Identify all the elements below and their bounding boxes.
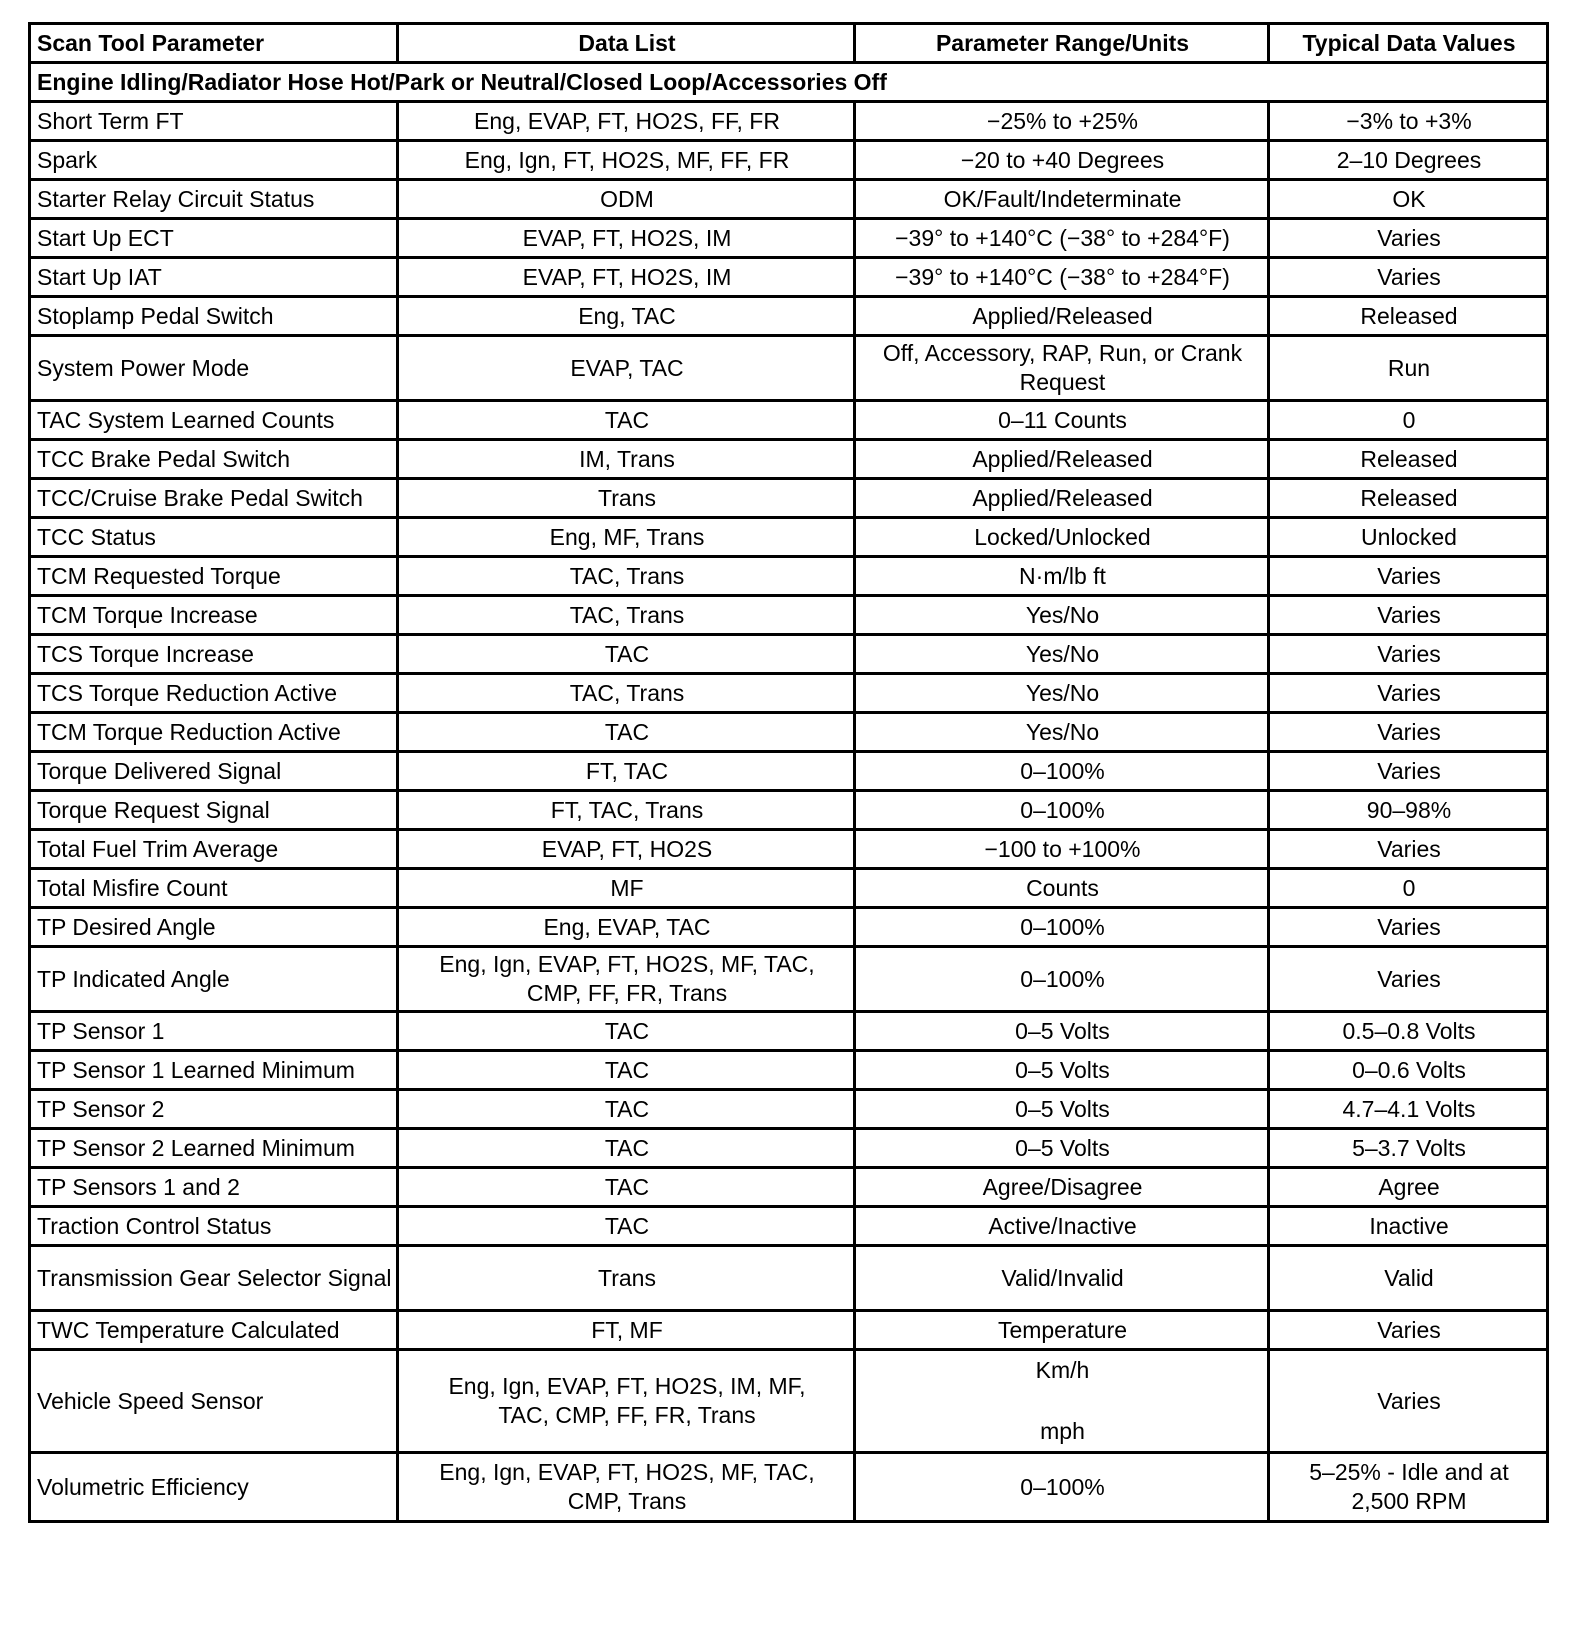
data-list-cell: EVAP, FT, HO2S, IM [398, 258, 855, 297]
data-list-cell: TAC [398, 1012, 855, 1051]
typical-cell: OK [1269, 180, 1548, 219]
table-row [30, 336, 1548, 401]
data-list-cell: FT, MF [398, 1311, 855, 1350]
typical-cell: 0 [1269, 401, 1548, 440]
parameter-cell: Stoplamp Pedal Switch [30, 297, 398, 336]
parameter-cell: Torque Request Signal [30, 791, 398, 830]
parameter-cell: TCM Torque Increase [30, 596, 398, 635]
typical-cell: Agree [1269, 1168, 1548, 1207]
table-row [30, 1051, 1548, 1090]
data-list-cell: EVAP, TAC [398, 336, 855, 401]
table-row [30, 596, 1548, 635]
range-cell: 0–5 Volts [855, 1012, 1269, 1051]
table-row [30, 1453, 1548, 1522]
data-list-cell: TAC, Trans [398, 596, 855, 635]
typical-cell: Varies [1269, 947, 1548, 1012]
typical-cell [1269, 1453, 1548, 1522]
range-cell: Yes/No [855, 635, 1269, 674]
typical-cell: −3% to +3% [1269, 102, 1548, 141]
typical-cell: 0.5–0.8 Volts [1269, 1012, 1548, 1051]
range-cell: Yes/No [855, 713, 1269, 752]
range-cell: Applied/Released [855, 479, 1269, 518]
parameter-cell: TP Desired Angle [30, 908, 398, 947]
parameter-cell: Transmission Gear Selector Signal [30, 1246, 398, 1311]
range-cell: Temperature [855, 1311, 1269, 1350]
typical-cell: 4.7–4.1 Volts [1269, 1090, 1548, 1129]
range-cell: 0–5 Volts [855, 1090, 1269, 1129]
parameter-cell: TAC System Learned Counts [30, 401, 398, 440]
range-cell: 0–5 Volts [855, 1051, 1269, 1090]
parameter-cell: Total Fuel Trim Average [30, 830, 398, 869]
parameter-cell: Volumetric Efficiency [30, 1453, 398, 1522]
range-unit-mph: mph [1040, 1418, 1085, 1444]
range-cell: 0–5 Volts [855, 1129, 1269, 1168]
data-list-text: Eng, Ign, EVAP, FT, HO2S, MF, TAC, CMP, FF, FR, Trans [439, 951, 815, 1006]
typical-cell: Varies [1269, 1311, 1548, 1350]
table-row [30, 1129, 1548, 1168]
section-row [30, 63, 1548, 102]
range-cell: Valid/Invalid [855, 1246, 1269, 1311]
range-cell: Agree/Disagree [855, 1168, 1269, 1207]
parameter-cell: TCM Requested Torque [30, 557, 398, 596]
range-cell: N·m/lb ft [855, 557, 1269, 596]
data-list-cell: Eng, EVAP, FT, HO2S, FF, FR [398, 102, 855, 141]
data-list-cell: TAC, Trans [398, 557, 855, 596]
data-list-cell: Eng, TAC [398, 297, 855, 336]
table-row [30, 635, 1548, 674]
typical-cell: Released [1269, 440, 1548, 479]
table-row [30, 518, 1548, 557]
range-cell: 0–100% [855, 908, 1269, 947]
range-cell: Off, Accessory, RAP, Run, or Crank Request [855, 336, 1269, 401]
range-cell: Applied/Released [855, 440, 1269, 479]
data-list-cell: Eng, EVAP, TAC [398, 908, 855, 947]
parameter-cell: TP Sensors 1 and 2 [30, 1168, 398, 1207]
parameter-cell: TP Sensor 1 Learned Minimum [30, 1051, 398, 1090]
table-row [30, 869, 1548, 908]
table-row [30, 1246, 1548, 1311]
parameter-cell: Vehicle Speed Sensor [30, 1350, 398, 1453]
typical-cell: Varies [1269, 713, 1548, 752]
data-list-cell: Eng, MF, Trans [398, 518, 855, 557]
data-list-cell: Trans [398, 479, 855, 518]
range-units-stack [862, 1356, 1263, 1446]
table-row [30, 258, 1548, 297]
data-list-cell: TAC [398, 1051, 855, 1090]
typical-cell: Varies [1269, 219, 1548, 258]
table-row [30, 947, 1548, 1012]
data-list-cell: TAC [398, 1129, 855, 1168]
typical-cell: 90–98% [1269, 791, 1548, 830]
scan-tool-data-table [28, 22, 1549, 1523]
range-cell: Yes/No [855, 596, 1269, 635]
table-row [30, 180, 1548, 219]
parameter-cell: TCS Torque Reduction Active [30, 674, 398, 713]
typical-cell: Inactive [1269, 1207, 1548, 1246]
typical-cell: 0–0.6 Volts [1269, 1051, 1548, 1090]
parameter-cell: Starter Relay Circuit Status [30, 180, 398, 219]
header-parameter: Scan Tool Parameter [30, 24, 398, 63]
data-list-cell [398, 947, 855, 1012]
parameter-cell: Short Term FT [30, 102, 398, 141]
table-row [30, 141, 1548, 180]
parameter-cell: TP Sensor 2 Learned Minimum [30, 1129, 398, 1168]
typical-cell: Released [1269, 479, 1548, 518]
table-row [30, 791, 1548, 830]
typical-cell: Varies [1269, 752, 1548, 791]
typical-cell: 5–3.7 Volts [1269, 1129, 1548, 1168]
table-row [30, 1012, 1548, 1051]
typical-cell: Unlocked [1269, 518, 1548, 557]
range-cell: −39° to +140°C (−38° to +284°F) [855, 219, 1269, 258]
data-list-cell: TAC [398, 401, 855, 440]
typical-cell: 2–10 Degrees [1269, 141, 1548, 180]
typical-text: 5–25% - Idle and at 2,500 RPM [1309, 1459, 1509, 1514]
typical-cell: 0 [1269, 869, 1548, 908]
typical-cell: Varies [1269, 596, 1548, 635]
data-list-cell: Eng, Ign, FT, HO2S, MF, FF, FR [398, 141, 855, 180]
typical-cell: Varies [1269, 635, 1548, 674]
parameter-cell: TWC Temperature Calculated [30, 1311, 398, 1350]
typical-cell: Varies [1269, 908, 1548, 947]
data-list-cell: TAC [398, 1090, 855, 1129]
typical-cell: Varies [1269, 557, 1548, 596]
data-list-cell: TAC [398, 713, 855, 752]
range-cell: 0–11 Counts [855, 401, 1269, 440]
data-list-cell: TAC [398, 635, 855, 674]
table-row [30, 479, 1548, 518]
header-row [30, 24, 1548, 63]
typical-cell: Varies [1269, 1350, 1548, 1453]
parameter-cell: TCC Status [30, 518, 398, 557]
range-cell: OK/Fault/Indeterminate [855, 180, 1269, 219]
parameter-cell: TP Indicated Angle [30, 947, 398, 1012]
table-row [30, 557, 1548, 596]
table-row [30, 219, 1548, 258]
parameter-cell: TCC Brake Pedal Switch [30, 440, 398, 479]
range-cell: 0–100% [855, 791, 1269, 830]
table-row [30, 440, 1548, 479]
data-list-cell: EVAP, FT, HO2S [398, 830, 855, 869]
range-unit-kmh: Km/h [1035, 1357, 1090, 1383]
parameter-cell: TCS Torque Increase [30, 635, 398, 674]
table-row [30, 752, 1548, 791]
table-row [30, 1090, 1548, 1129]
parameter-cell: Torque Delivered Signal [30, 752, 398, 791]
header-typical-values: Typical Data Values [1269, 24, 1548, 63]
section-conditions: Engine Idling/Radiator Hose Hot/Park or Neutral/Closed Loop/Accessories Off [30, 63, 1548, 102]
data-list-cell: FT, TAC [398, 752, 855, 791]
range-cell: Locked/Unlocked [855, 518, 1269, 557]
data-list-cell: TAC, Trans [398, 674, 855, 713]
data-list-text: Eng, Ign, EVAP, FT, HO2S, IM, MF, TAC, CMP, FF, FR, Trans [448, 1373, 806, 1428]
parameter-cell: Start Up ECT [30, 219, 398, 258]
table-row [30, 1168, 1548, 1207]
data-list-cell: TAC [398, 1168, 855, 1207]
table-row [30, 102, 1548, 141]
table-row [30, 713, 1548, 752]
range-cell: Counts [855, 869, 1269, 908]
typical-cell: Varies [1269, 830, 1548, 869]
data-list-cell [398, 1453, 855, 1522]
data-list-cell: Trans [398, 1246, 855, 1311]
typical-cell: Valid [1269, 1246, 1548, 1311]
table-row [30, 297, 1548, 336]
table-row [30, 1311, 1548, 1350]
range-cell: Active/Inactive [855, 1207, 1269, 1246]
typical-cell: Run [1269, 336, 1548, 401]
parameter-cell: Total Misfire Count [30, 869, 398, 908]
data-list-cell: EVAP, FT, HO2S, IM [398, 219, 855, 258]
range-cell: −20 to +40 Degrees [855, 141, 1269, 180]
range-cell: −39° to +140°C (−38° to +284°F) [855, 258, 1269, 297]
data-list-cell: TAC [398, 1207, 855, 1246]
range-cell: Applied/Released [855, 297, 1269, 336]
range-cell [855, 1350, 1269, 1453]
parameter-cell: System Power Mode [30, 336, 398, 401]
data-list-cell [398, 1350, 855, 1453]
data-list-cell: FT, TAC, Trans [398, 791, 855, 830]
data-list-cell: IM, Trans [398, 440, 855, 479]
parameter-cell: TCM Torque Reduction Active [30, 713, 398, 752]
data-list-text: Eng, Ign, EVAP, FT, HO2S, MF, TAC, CMP, Trans [439, 1459, 815, 1514]
table-row [30, 401, 1548, 440]
table-row [30, 908, 1548, 947]
parameter-cell: Start Up IAT [30, 258, 398, 297]
range-cell: −25% to +25% [855, 102, 1269, 141]
header-range-units: Parameter Range/Units [855, 24, 1269, 63]
data-list-cell: ODM [398, 180, 855, 219]
table-row [30, 674, 1548, 713]
range-cell: 0–100% [855, 1453, 1269, 1522]
data-list-cell: MF [398, 869, 855, 908]
header-data-list: Data List [398, 24, 855, 63]
parameter-cell: TCC/Cruise Brake Pedal Switch [30, 479, 398, 518]
parameter-cell: TP Sensor 2 [30, 1090, 398, 1129]
range-cell: −100 to +100% [855, 830, 1269, 869]
range-cell: Yes/No [855, 674, 1269, 713]
typical-cell: Released [1269, 297, 1548, 336]
range-cell: 0–100% [855, 752, 1269, 791]
typical-cell: Varies [1269, 258, 1548, 297]
parameter-cell: Traction Control Status [30, 1207, 398, 1246]
typical-cell: Varies [1269, 674, 1548, 713]
table-row [30, 1207, 1548, 1246]
parameter-cell: TP Sensor 1 [30, 1012, 398, 1051]
table-row [30, 1350, 1548, 1453]
range-cell: 0–100% [855, 947, 1269, 1012]
parameter-cell: Spark [30, 141, 398, 180]
table-row [30, 830, 1548, 869]
